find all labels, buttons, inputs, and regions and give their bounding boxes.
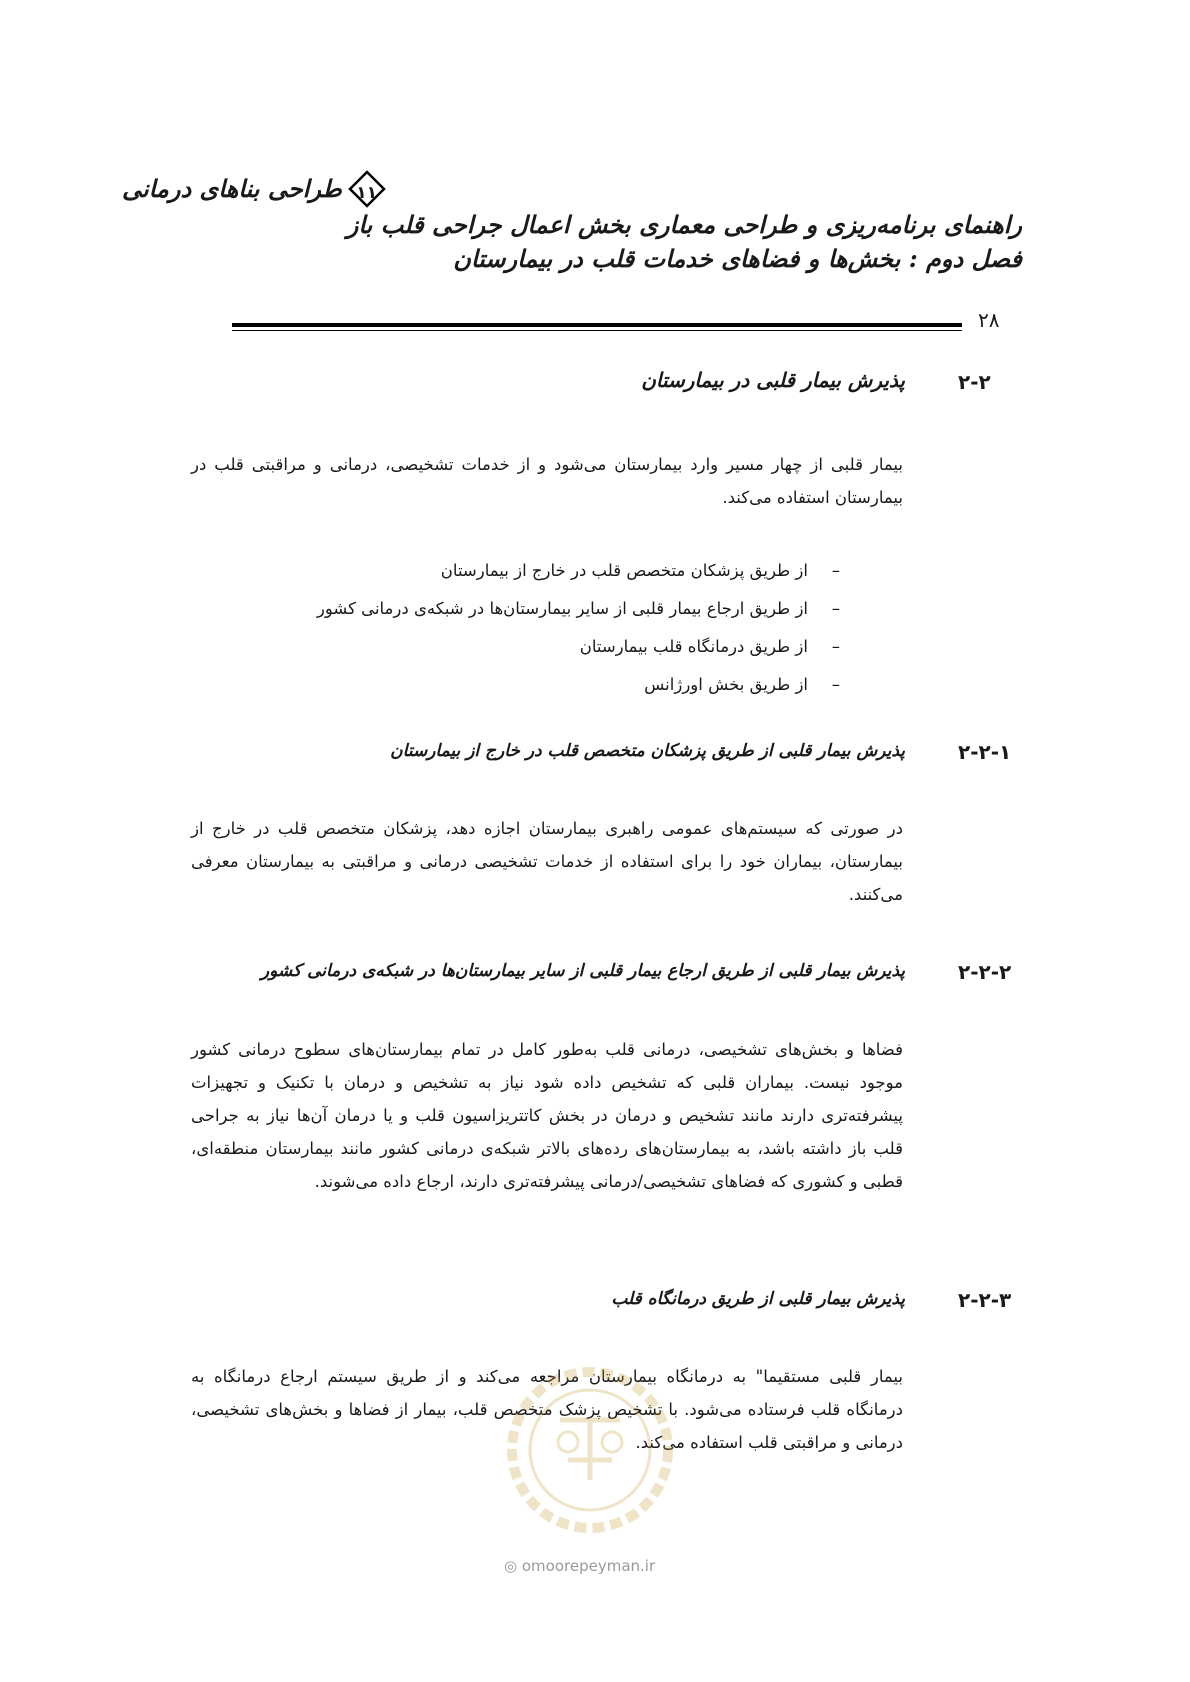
watermark-url-text: omoorepeyman.ir (521, 1557, 656, 1575)
subsection-number: ۲-۲-۱ (958, 740, 1012, 764)
subsection-paragraph: بیمار قلبی مستقیما" به درمانگاه بیمارستان مراجعه می‌کند و از طریق سیستم ارجاع درمانگاه به درمانگاه قلب فرستاده می‌شود. با تشخیص پزشک متخصص قلب، بیمار از فضاها و بخش‌های تشخیصی، درمانی و مراقبتی قلب استفاده می‌کند. (191, 1367, 903, 1452)
globe-icon: ◎ (504, 1557, 518, 1575)
section-paragraph: بیمار قلبی از چهار مسیر وارد بیمارستان می‌شود و از خدمات تشخیصی، درمانی و مراقبتی قلب در بیمارستان استفاده می‌کند. (191, 455, 903, 507)
subsection-title: پذیرش بیمار قلبی از طریق درمانگاه قلب (611, 1289, 905, 1309)
document-header (122, 170, 1022, 276)
list-item: – از طریق درمانگاه قلب بیمارستان (280, 628, 840, 666)
header-rule (232, 323, 962, 331)
subsection-paragraph: فضاها و بخش‌های تشخیصی، درمانی قلب به‌طور کامل در تمام بیمارستان‌های سطوح درمانی کشور موجود نیست. بیماران قلبی که تشخیص داده شود نیاز به تشخیص و درمان با تکنیک و تجهیزات پیشرفته‌تری دارند مانند تشخیص و درمان در بخش کاتتریزاسیون قلب و یا درمان آن‌ها نیاز به جراحی قلب باز داشته باشد، به بیمارستان‌های رده‌های بالاتر شبکه‌ی درمانی کشور مانند بیمارستان منطقه‌ای، قطبی و کشوری که فضاهای تشخیصی/درمانی پیشرفته‌تری دارند، ارجاع داده می‌شوند. (191, 1040, 903, 1191)
header-line-2: راهنمای برنامه‌ریزی و طراحی معماری بخش اعمال جراحی قلب باز (346, 210, 1022, 239)
subsection-title: پذیرش بیمار قلبی از طریق ارجاع بیمار قلبی از سایر بیمارستان‌ها در شبکه‌ی درمانی کشور (260, 961, 905, 981)
subsection-number: ۲-۲-۲ (958, 960, 1012, 984)
volume-number: ۱۱ (356, 183, 378, 203)
header-rule-thick (232, 323, 962, 327)
header-rule-thin (232, 330, 962, 331)
section-title: پذیرش بیمار قلبی در بیمارستان (641, 368, 905, 392)
admission-routes-list (280, 552, 840, 704)
list-item: – از طریق پزشکان متخصص قلب در خارج از بیمارستان (280, 552, 840, 590)
header-line-1 (122, 170, 1022, 208)
list-item: – از طریق بخش اورژانس (280, 666, 840, 704)
gear-emblem-icon (490, 1350, 690, 1540)
section-number: ۲-۲ (958, 370, 991, 394)
watermark-url (504, 1557, 655, 1575)
subsection-title: پذیرش بیمار قلبی از طریق پزشکان متخصص قلب در خارج از بیمارستان (390, 741, 905, 761)
page-number: ۲۸ (978, 308, 1000, 332)
header-series-title: طراحی بناهای درمانی (122, 174, 342, 203)
list-item: – از طریق ارجاع بیمار قلبی از سایر بیمارستان‌ها در شبکه‌ی درمانی کشور (280, 590, 840, 628)
header-line-3: فصل دوم : بخش‌ها و فضاهای خدمات قلب در بیمارستان (453, 244, 1022, 273)
subsection-number: ۲-۲-۳ (958, 1288, 1012, 1312)
volume-badge (348, 170, 386, 208)
watermark-logo (490, 1350, 690, 1540)
subsection-paragraph: در صورتی که سیستم‌های عمومی راهبری بیمارستان اجازه دهد، پزشکان متخصص قلب در خارج از بیمارستان، بیماران خود را برای استفاده از خدمات تشخیصی درمانی و مراقبتی به بیمارستان معرفی می‌کنند. (191, 819, 903, 904)
